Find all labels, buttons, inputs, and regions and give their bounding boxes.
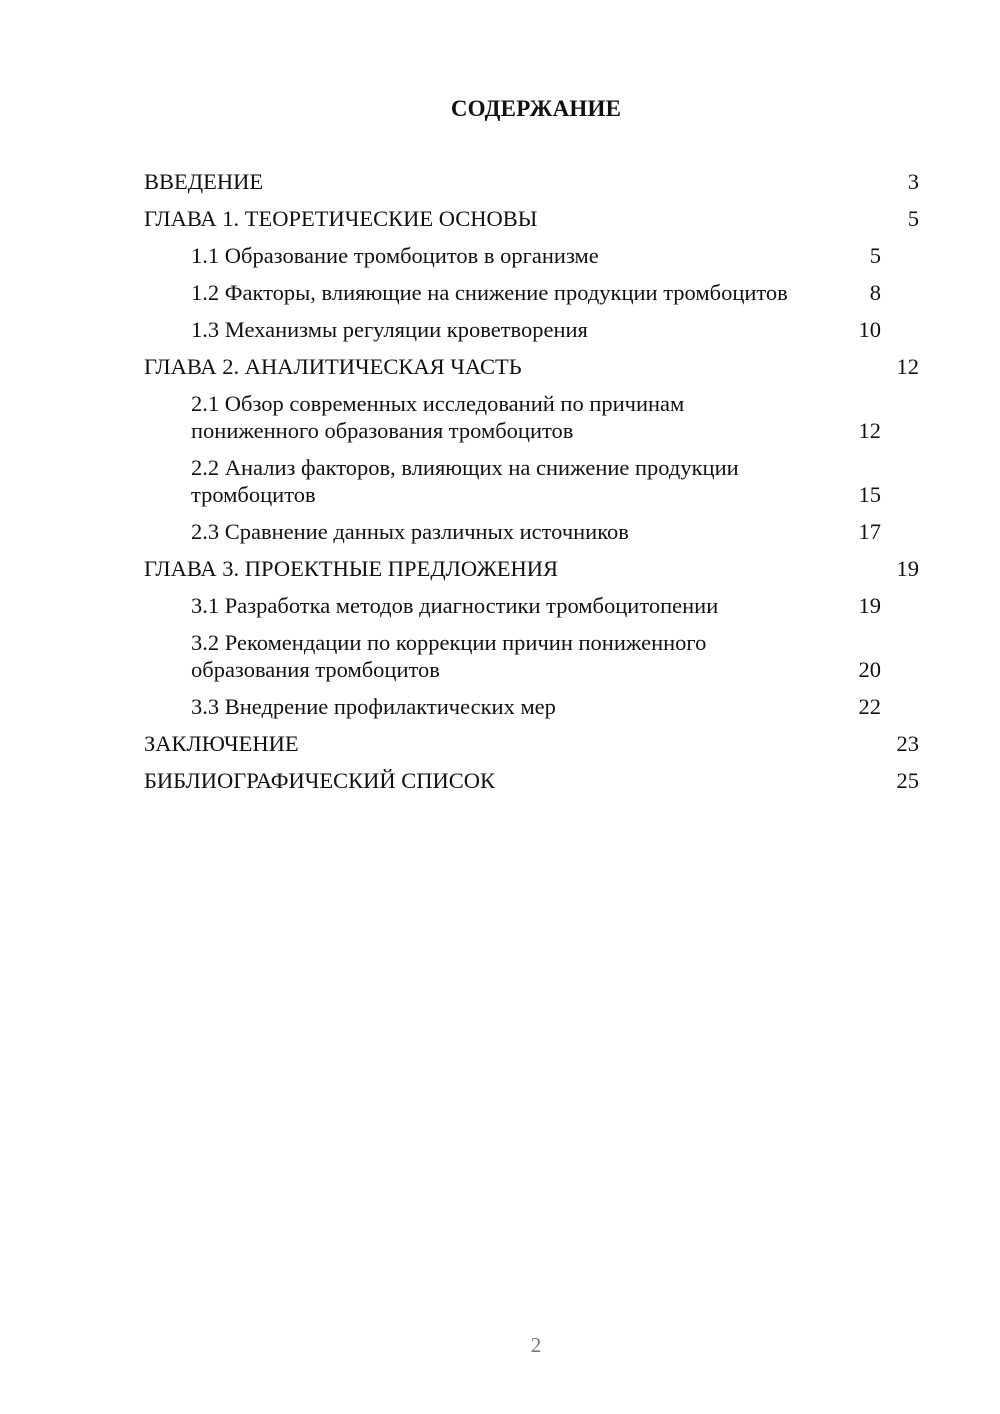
- toc-entry-section-3-3: [144, 693, 919, 720]
- page-number: 2: [530, 1333, 542, 1357]
- toc-entry-page: 10: [858, 317, 881, 342]
- toc-entry-page: 12: [858, 418, 881, 443]
- toc-entry-label: 1.3 Механизмы регуляции кроветворения: [191, 317, 588, 342]
- toc-entry-introduction: [144, 168, 919, 195]
- toc-entry-chapter-2: [144, 353, 919, 380]
- toc-entry-label: 2.2 Анализ факторов, влияющих на снижение продукции тромбоцитов: [191, 455, 739, 507]
- toc-entry-label: 3.1 Разработка методов диагностики тромбоцитопении: [191, 593, 719, 618]
- toc-entry-page: 8: [869, 280, 881, 305]
- toc-entry-label: 2.3 Сравнение данных различных источников: [191, 519, 629, 544]
- toc-entry-page: 22: [858, 694, 881, 719]
- toc-entry-label: 3.3 Внедрение профилактических мер: [191, 694, 556, 719]
- toc-entry-label: ГЛАВА 2. АНАЛИТИЧЕСКАЯ ЧАСТЬ: [144, 354, 522, 379]
- toc-entry-label: 2.1 Обзор современных исследований по причинам пониженного образования тромбоцитов: [191, 391, 685, 443]
- toc-entry-section-2-3: [144, 518, 919, 545]
- toc-entry-page: 19: [858, 593, 881, 618]
- toc-entry-label: БИБЛИОГРАФИЧЕСКИЙ СПИСОК: [144, 768, 496, 793]
- toc-entry-page: 3: [907, 169, 919, 194]
- toc-entry-page: 12: [896, 354, 919, 379]
- toc-entry-label: 1.1 Образование тромбоцитов в организме: [191, 243, 599, 268]
- toc-entry-page: 25: [896, 768, 919, 793]
- toc-entry-label: ВВЕДЕНИЕ: [144, 169, 264, 194]
- toc-entry-section-1-2: [144, 279, 919, 306]
- toc-entry-section-2-2: [144, 454, 919, 508]
- toc-entry-page: 15: [858, 482, 881, 507]
- toc-entry-section-1-1: [144, 242, 919, 269]
- toc-entry-label: ЗАКЛЮЧЕНИЕ: [144, 731, 299, 756]
- toc-entry-page: 5: [869, 243, 881, 268]
- toc-entry-bibliography: [144, 767, 919, 794]
- toc-entry-conclusion: [144, 730, 919, 757]
- toc-entry-page: 19: [896, 556, 919, 581]
- table-of-contents: [144, 168, 919, 804]
- toc-entry-label: 3.2 Рекомендации по коррекции причин пониженного образования тромбоцитов: [191, 630, 707, 682]
- toc-entry-section-3-1: [144, 592, 919, 619]
- toc-entry-section-3-2: [144, 629, 919, 683]
- toc-entry-chapter-1: [144, 205, 919, 232]
- toc-entry-label: ГЛАВА 3. ПРОЕКТНЫЕ ПРЕДЛОЖЕНИЯ: [144, 556, 559, 581]
- toc-entry-section-1-3: [144, 316, 919, 343]
- toc-entry-label: ГЛАВА 1. ТЕОРЕТИЧЕСКИЕ ОСНОВЫ: [144, 206, 538, 231]
- page-title: СОДЕРЖАНИЕ: [450, 96, 622, 121]
- toc-entry-page: 17: [858, 519, 881, 544]
- toc-entry-label: 1.2 Факторы, влияющие на снижение продукции тромбоцитов: [191, 280, 788, 305]
- toc-entry-chapter-3: [144, 555, 919, 582]
- toc-entry-page: 5: [907, 206, 919, 231]
- toc-entry-section-2-1: [144, 390, 919, 444]
- toc-entry-page: 23: [896, 731, 919, 756]
- toc-entry-page: 20: [858, 657, 881, 682]
